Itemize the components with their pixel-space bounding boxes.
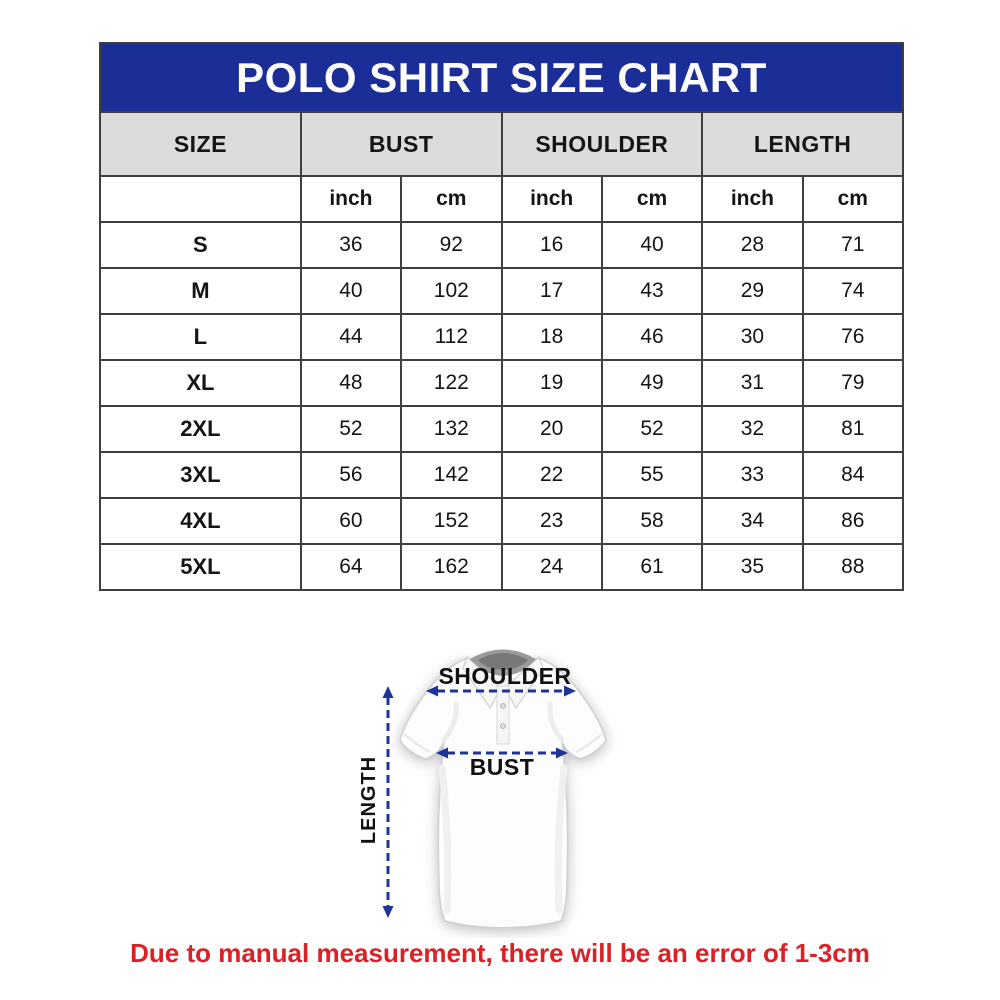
length-arrow [383,686,394,918]
unit-header-row [100,176,903,222]
table-row [100,268,903,314]
value-cell: 40 [602,222,702,268]
column-header-bust: BUST [301,112,502,176]
polo-shirt-diagram [330,628,670,938]
table-row [100,544,903,590]
value-cell: 64 [301,544,401,590]
column-header-size: SIZE [100,112,301,176]
unit-header: inch [702,176,802,222]
empty-corner-cell [100,176,301,222]
value-cell: 29 [702,268,802,314]
value-cell: 92 [401,222,501,268]
value-cell: 61 [602,544,702,590]
size-label: 5XL [100,544,301,590]
value-cell: 32 [702,406,802,452]
table-row [100,498,903,544]
value-cell: 122 [401,360,501,406]
size-label: M [100,268,301,314]
value-cell: 52 [301,406,401,452]
value-cell: 36 [301,222,401,268]
size-chart-table [99,42,904,591]
value-cell: 71 [803,222,903,268]
title-row [100,43,903,112]
value-cell: 49 [602,360,702,406]
value-cell: 17 [502,268,602,314]
value-cell: 102 [401,268,501,314]
unit-header: cm [602,176,702,222]
value-cell: 43 [602,268,702,314]
unit-header: inch [301,176,401,222]
value-cell: 60 [301,498,401,544]
size-chart-section [99,42,904,591]
column-header-shoulder: SHOULDER [502,112,703,176]
table-row [100,360,903,406]
size-label: XL [100,360,301,406]
value-cell: 18 [502,314,602,360]
value-cell: 33 [702,452,802,498]
value-cell: 23 [502,498,602,544]
column-header-length: LENGTH [702,112,903,176]
value-cell: 24 [502,544,602,590]
value-cell: 34 [702,498,802,544]
value-cell: 55 [602,452,702,498]
value-cell: 84 [803,452,903,498]
value-cell: 132 [401,406,501,452]
value-cell: 76 [803,314,903,360]
unit-header: cm [401,176,501,222]
unit-header: inch [502,176,602,222]
value-cell: 79 [803,360,903,406]
group-header-row [100,112,903,176]
value-cell: 35 [702,544,802,590]
value-cell: 19 [502,360,602,406]
value-cell: 52 [602,406,702,452]
value-cell: 44 [301,314,401,360]
length-label: LENGTH [358,755,380,845]
value-cell: 48 [301,360,401,406]
value-cell: 28 [702,222,802,268]
size-label: 2XL [100,406,301,452]
value-cell: 88 [803,544,903,590]
value-cell: 46 [602,314,702,360]
value-cell: 20 [502,406,602,452]
value-cell: 22 [502,452,602,498]
value-cell: 56 [301,452,401,498]
size-label: S [100,222,301,268]
value-cell: 58 [602,498,702,544]
value-cell: 86 [803,498,903,544]
value-cell: 162 [401,544,501,590]
shoulder-label: SHOULDER [438,663,572,689]
placket [497,686,509,744]
unit-header: cm [803,176,903,222]
table-row [100,222,903,268]
value-cell: 31 [702,360,802,406]
chart-title-banner: POLO SHIRT SIZE CHART [100,43,903,112]
size-label: 4XL [100,498,301,544]
value-cell: 16 [502,222,602,268]
table-row [100,452,903,498]
value-cell: 142 [401,452,501,498]
measurement-note: Due to manual measurement, there will be an error of 1-3cm [130,938,870,968]
size-label: 3XL [100,452,301,498]
value-cell: 152 [401,498,501,544]
value-cell: 112 [401,314,501,360]
table-row [100,314,903,360]
bust-label: BUST [469,754,535,780]
value-cell: 74 [803,268,903,314]
size-label: L [100,314,301,360]
value-cell: 30 [702,314,802,360]
value-cell: 81 [803,406,903,452]
value-cell: 40 [301,268,401,314]
table-row [100,406,903,452]
